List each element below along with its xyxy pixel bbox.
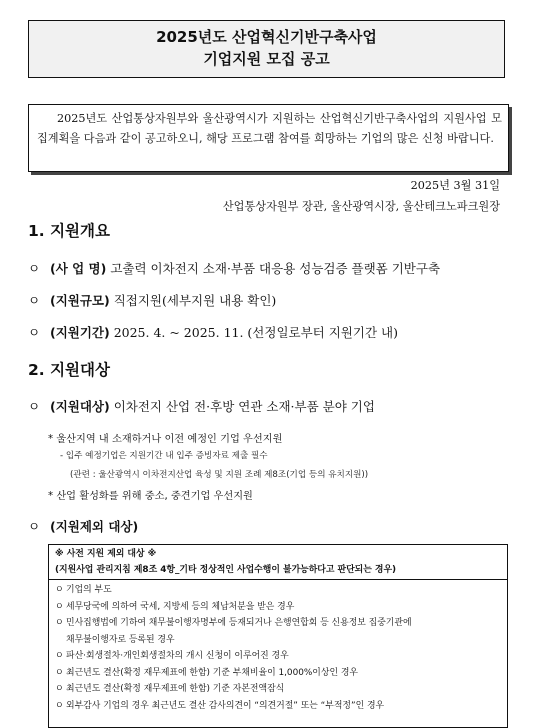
bullet: ㅇ: [55, 684, 64, 694]
item-label: (지원제외 대상): [49, 519, 139, 534]
bullet: ㅇ: [55, 667, 64, 678]
bullet: ㅇ: [28, 399, 41, 414]
overview-item-project: [28, 259, 440, 277]
exclusion-header: ※ 사전 지원 제외 대상 ※: [55, 549, 157, 559]
list-item-text: 최근년도 결산(확정 재무제표에 한함) 기준 자본전액잠식: [66, 684, 285, 694]
intro-paragraph: 2025년도 산업통상자원부와 울산광역시가 지원하는 산업혁신기반구축사업의 지원사업 모집계획을 다음과 같이 공고하오니, 해당 프로그램 참여를 희망하는 기업의 많은 신청 바랍니다.: [28, 104, 509, 172]
issuers: 산업통상자원부 장관, 울산광역시장, 울산테크노파크원장: [222, 200, 500, 213]
note-sme-priority: * 산업 활성화를 위해 중소, 중견기업 우선지원: [48, 491, 253, 502]
list-item: [55, 615, 503, 648]
item-label: (지원규모): [49, 293, 110, 308]
item-text: 직접지원(세부지원 내용 확인): [113, 293, 277, 308]
exclusion-subheader: (지원사업 관리지침 제8조 4항_기타 정상적인 사업수행이 불가능하다고 판단되는 경우): [49, 561, 507, 580]
list-item: [55, 681, 503, 698]
exclusion-box: [48, 544, 508, 728]
target-item: [28, 397, 375, 415]
list-item-text: 최근년도 결산(확정 재무제표에 한함) 기준 부채비율이 1,000%이상인 경우: [66, 667, 358, 678]
section-2-heading: 2. 지원대상: [28, 361, 110, 379]
item-label: (지원기간): [49, 325, 110, 340]
bullet: ㅇ: [55, 651, 64, 661]
item-label: (지원대상): [49, 399, 110, 414]
exclusion-item: [28, 517, 138, 535]
bullet: ㅇ: [55, 618, 64, 628]
item-text: 고출력 이차전지 소재·부품 대응용 성능검증 플랫폼 기반구축: [110, 261, 441, 276]
overview-item-period: [28, 323, 398, 341]
title-line-2: 기업지원 모집 공고: [203, 50, 330, 68]
item-text: 이차전지 산업 전·후방 연관 소재·부품 분야 기업: [113, 399, 375, 414]
list-item-text: 세무당국에 의하여 국세, 지방세 등의 체납처분을 받은 경우: [66, 601, 295, 612]
note-ulsan-priority: * 울산지역 내 소재하거나 이전 예정인 기업 우선지원: [48, 434, 283, 445]
list-item: [55, 648, 503, 665]
item-text: 2025. 4. ~ 2025. 11. (선정일로부터 지원기간 내): [113, 325, 398, 340]
bullet: ㅇ: [28, 293, 41, 308]
bullet: ㅇ: [55, 601, 64, 612]
list-item-text: 외부감사 기업의 경우 최근년도 결산 감사의견이 “의견거절” 또는 “부적정”인 경우: [66, 700, 385, 711]
list-item: [55, 582, 503, 599]
overview-item-scale: [28, 291, 276, 309]
note-move-in-proof: - 입주 예정기업은 지원기간 내 입주 증빙자료 제출 필수: [60, 451, 268, 461]
bullet: ㅇ: [55, 585, 64, 595]
list-item-text: 파산·회생절차·개인회생절차의 개시 신청이 이루어진 경우: [66, 651, 289, 661]
section-1-heading: 1. 지원개요: [28, 222, 110, 240]
bullet: ㅇ: [28, 519, 41, 534]
list-item-text: 민사집행법에 기하여 채무불이행자명부에 등재되거나 은행연합회 등 신용정보 집중기관에: [66, 618, 412, 628]
bullet: ㅇ: [28, 325, 41, 340]
bullet: ㅇ: [28, 261, 41, 276]
list-item: [55, 665, 503, 682]
list-item: [55, 599, 503, 616]
announcement-date: 2025년 3월 31일: [410, 179, 500, 192]
note-ordinance: (관련 : 울산광역시 이차전지산업 육성 및 지원 조례 제8조(기업 등의 유치지원)): [70, 470, 369, 480]
list-item-continuation: 채무불이행자로 등록된 경우: [66, 634, 175, 645]
list-item-text: 기업의 부도: [66, 585, 112, 595]
exclusion-list: [49, 580, 507, 714]
bullet: ㅇ: [55, 700, 64, 711]
title-box: [28, 20, 505, 78]
title-line-1: 2025년도 산업혁신기반구축사업: [156, 28, 377, 46]
item-label: (사 업 명): [49, 261, 107, 276]
list-item: [55, 698, 503, 715]
